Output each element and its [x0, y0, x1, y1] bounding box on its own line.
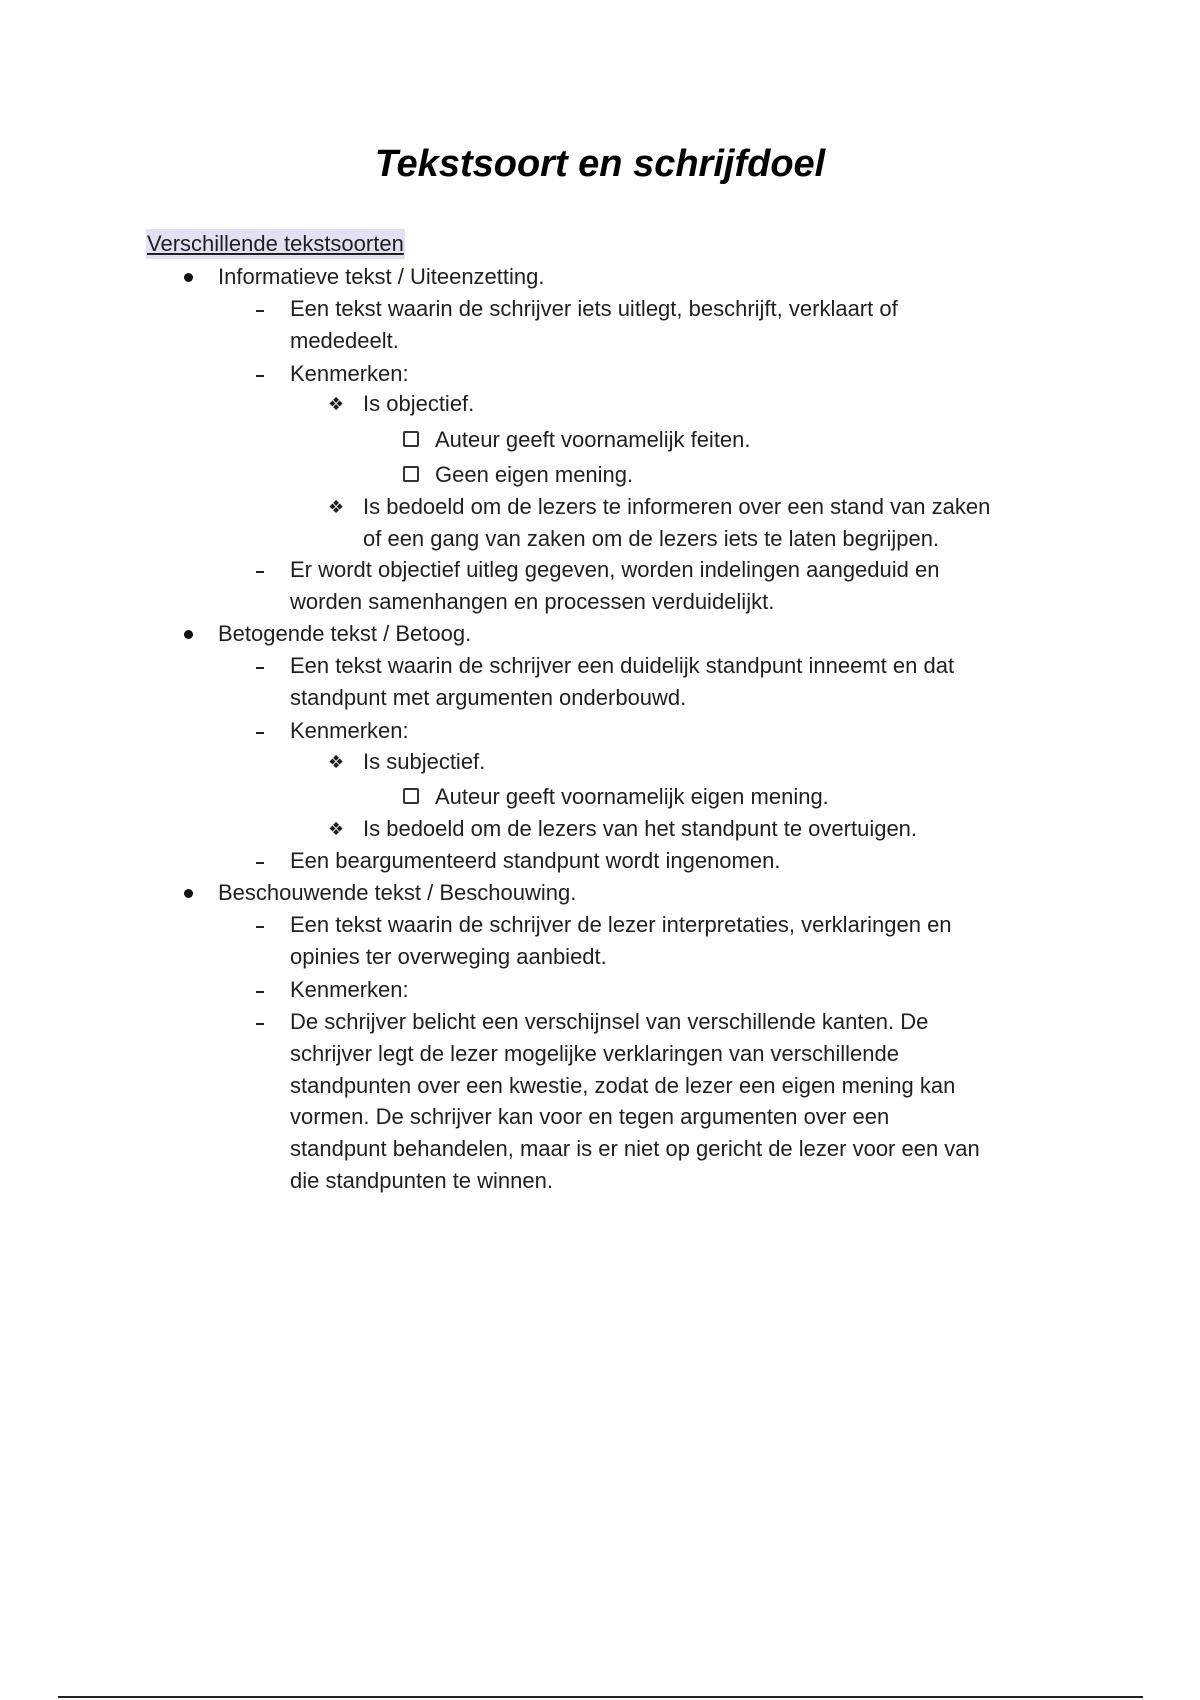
list-item-betogende: Betogende tekst / Betoog. [218, 621, 472, 646]
list-item-beschouwende: Beschouwende tekst / Beschouwing. [218, 880, 577, 905]
list-item-text: Auteur geeft voornamelijk feiten. [435, 427, 751, 452]
checkbox-icon [403, 788, 419, 804]
list-item-text: Een tekst waarin de schrijver een duidelijk standpunt inneemt en dat [290, 653, 955, 678]
diamond-icon: ❖ [328, 752, 345, 772]
bullet-icon [184, 889, 193, 898]
checkbox-icon [403, 431, 419, 447]
list-item-text: mededeelt. [290, 328, 399, 353]
list-item-text: Er wordt objectief uitleg gegeven, worden indelingen aangeduid en [290, 557, 940, 582]
dash-icon [256, 375, 264, 377]
dash-icon [256, 1023, 264, 1025]
diamond-icon: ❖ [328, 394, 345, 414]
list-item-text: Is bedoeld om de lezers te informeren over een stand van zaken [363, 494, 991, 519]
checkbox-icon [403, 466, 419, 482]
dash-icon [256, 571, 264, 573]
list-item-text: worden samenhangen en processen verduidelijkt. [290, 589, 775, 614]
dash-icon [256, 310, 264, 312]
dash-icon [256, 667, 264, 669]
list-item-text: Is bedoeld om de lezers van het standpunt te overtuigen. [363, 816, 918, 841]
list-item-text: standpunt met argumenten onderbouwd. [290, 685, 687, 710]
bullet-icon [184, 273, 193, 282]
list-item-text: De schrijver belicht een verschijnsel van verschillende kanten. De [290, 1009, 929, 1034]
list-item-text: Een beargumenteerd standpunt wordt ingenomen. [290, 848, 781, 873]
page-bottom-divider [58, 1696, 1143, 1698]
list-item-text: die standpunten te winnen. [290, 1168, 553, 1193]
list-item-text: schrijver legt de lezer mogelijke verklaringen van verschillende [290, 1041, 899, 1066]
list-item-text: standpunt behandelen, maar is er niet op gericht de lezer voor een van [290, 1136, 980, 1161]
section-heading: Verschillende tekstsoorten [146, 229, 405, 259]
list-item-text: of een gang van zaken om de lezers iets te laten begrijpen. [363, 526, 940, 551]
bullet-icon [184, 630, 193, 639]
list-item-text: Een tekst waarin de schrijver iets uitlegt, beschrijft, verklaart of [290, 296, 898, 321]
list-item-informatieve: Informatieve tekst / Uiteenzetting. [218, 264, 545, 289]
list-item-text: Kenmerken: [290, 361, 409, 386]
list-item-text: Auteur geeft voornamelijk eigen mening. [435, 784, 829, 809]
list-item-text: Is subjectief. [363, 749, 486, 774]
diamond-icon: ❖ [328, 497, 345, 517]
list-item-text: Is objectief. [363, 391, 475, 416]
list-item-text: vormen. De schrijver kan voor en tegen argumenten over een [290, 1104, 890, 1129]
list-item-text: opinies ter overweging aanbiedt. [290, 944, 607, 969]
list-item-text: Kenmerken: [290, 718, 409, 743]
dash-icon [256, 926, 264, 928]
list-item-text: Geen eigen mening. [435, 462, 634, 487]
dash-icon [256, 991, 264, 993]
page-title: Tekstsoort en schrijfdoel [374, 143, 826, 185]
list-item-text: Een tekst waarin de schrijver de lezer interpretaties, verklaringen en [290, 912, 952, 937]
list-item-text: Kenmerken: [290, 977, 409, 1002]
dash-icon [256, 862, 264, 864]
diamond-icon: ❖ [328, 819, 345, 839]
list-item-text: standpunten over een kwestie, zodat de lezer een eigen mening kan [290, 1073, 956, 1098]
dash-icon [256, 732, 264, 734]
